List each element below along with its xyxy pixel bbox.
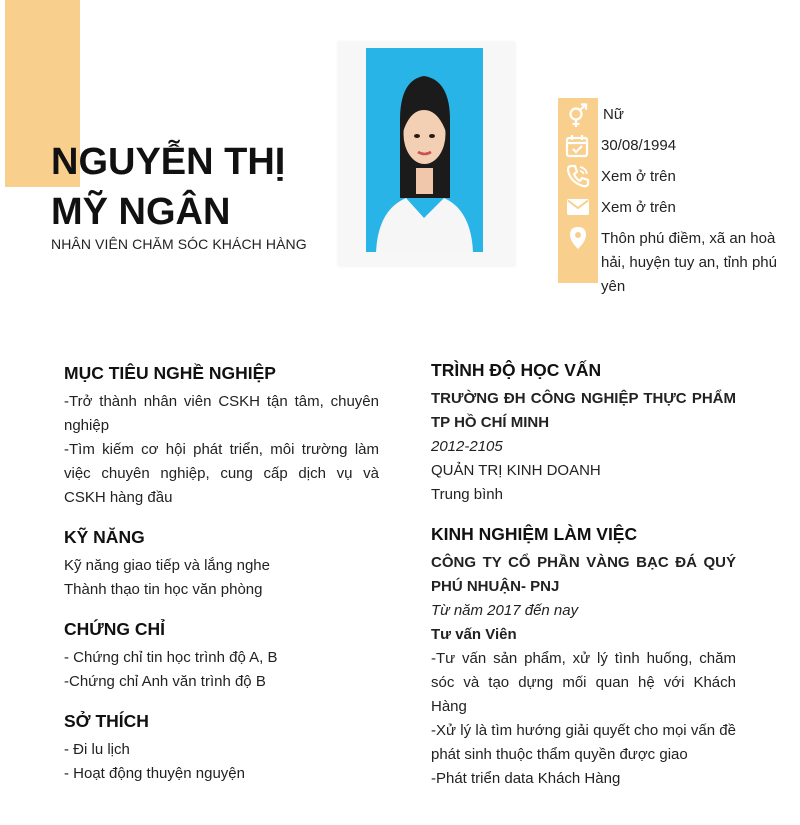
location-icon	[565, 225, 591, 251]
right-column	[431, 357, 736, 791]
education-section	[431, 357, 736, 507]
company-name: CÔNG TY CỔ PHẦN VÀNG BẠC ĐÁ QUÝ PHÚ NHUẬN- PNJ	[431, 554, 736, 595]
hobbies-section	[64, 708, 379, 786]
address-value: Thôn phú điềm, xã an hoà hải, huyện tuy an, tỉnh phú yên	[601, 230, 777, 295]
career-goal-item: -Tìm kiếm cơ hội phát triển, môi trường làm việc chuyên nghiệp, cung cấp dịch vụ và CSKH hàng đầu	[64, 441, 379, 506]
profile-photo	[366, 48, 483, 252]
job-position: Tư vấn Viên	[431, 626, 517, 643]
certificate-item: - Chứng chỉ tin học trình độ A, B	[64, 649, 278, 666]
school-name: TRƯỜNG ĐH CÔNG NGHIỆP THỰC PHẨM TP HỒ CHÍ MINH	[431, 390, 736, 431]
birthday-value: 30/08/1994	[601, 137, 677, 154]
phone-icon	[565, 163, 591, 189]
email-icon	[565, 194, 591, 220]
career-goal-item: -Trở thành nhân viên CSKH tận tâm, chuyên nghiệp	[64, 393, 379, 434]
education-major: QUẢN TRỊ KINH DOANH	[431, 462, 601, 479]
education-grade: Trung bình	[431, 486, 503, 503]
duty-item: -Xử lý là tìm hướng giải quyết cho mọi vấn đề phát sinh thuộc thẩm quyền được giao	[431, 722, 736, 763]
phone-value: Xem ở trên	[601, 168, 676, 185]
job-title: NHÂN VIÊN CHĂM SÓC KHÁCH HÀNG	[51, 236, 307, 252]
experience-title: KINH NGHIỆM LÀM VIỆC	[431, 524, 638, 544]
hobby-item: - Hoạt động thuyện nguyện	[64, 765, 245, 782]
certificates-title: CHỨNG CHỈ	[64, 619, 166, 639]
photo-frame	[338, 42, 515, 266]
skill-item: Thành thạo tin học văn phòng	[64, 581, 263, 598]
hobby-item: - Đi lu lịch	[64, 741, 130, 758]
experience-period: Từ năm 2017 đến nay	[431, 602, 579, 619]
gender-icon	[565, 103, 591, 129]
certificate-item: -Chứng chỉ Anh văn trình độ B	[64, 673, 266, 690]
duty-item: -Tư vấn sản phẩm, xử lý tình huống, chăm sóc và tạo dựng mối quan hệ với Khách Hàng	[431, 650, 736, 715]
calendar-icon	[565, 133, 591, 159]
education-period: 2012-2105	[431, 438, 503, 455]
contact-icon-bar	[558, 98, 598, 283]
left-column	[64, 360, 379, 786]
education-title: TRÌNH ĐỘ HỌC VẤN	[431, 360, 602, 380]
experience-section	[431, 521, 736, 791]
skill-item: Kỹ năng giao tiếp và lắng nghe	[64, 557, 270, 574]
hobbies-title: SỞ THÍCH	[64, 711, 149, 731]
certificates-section	[64, 616, 379, 694]
skills-title: KỸ NĂNG	[64, 527, 145, 547]
name-line-1: NGUYỄN THỊ	[51, 141, 286, 183]
career-goal-section	[64, 360, 379, 510]
email-value: Xem ở trên	[601, 199, 676, 216]
name-line-2: MỸ NGÂN	[51, 191, 231, 233]
candidate-name	[51, 137, 285, 237]
skills-section	[64, 524, 379, 602]
duty-item: -Phát triển data Khách Hàng	[431, 770, 621, 787]
career-goal-title: MỤC TIÊU NGHỀ NGHIỆP	[64, 363, 276, 383]
gender-value: Nữ	[603, 106, 624, 123]
